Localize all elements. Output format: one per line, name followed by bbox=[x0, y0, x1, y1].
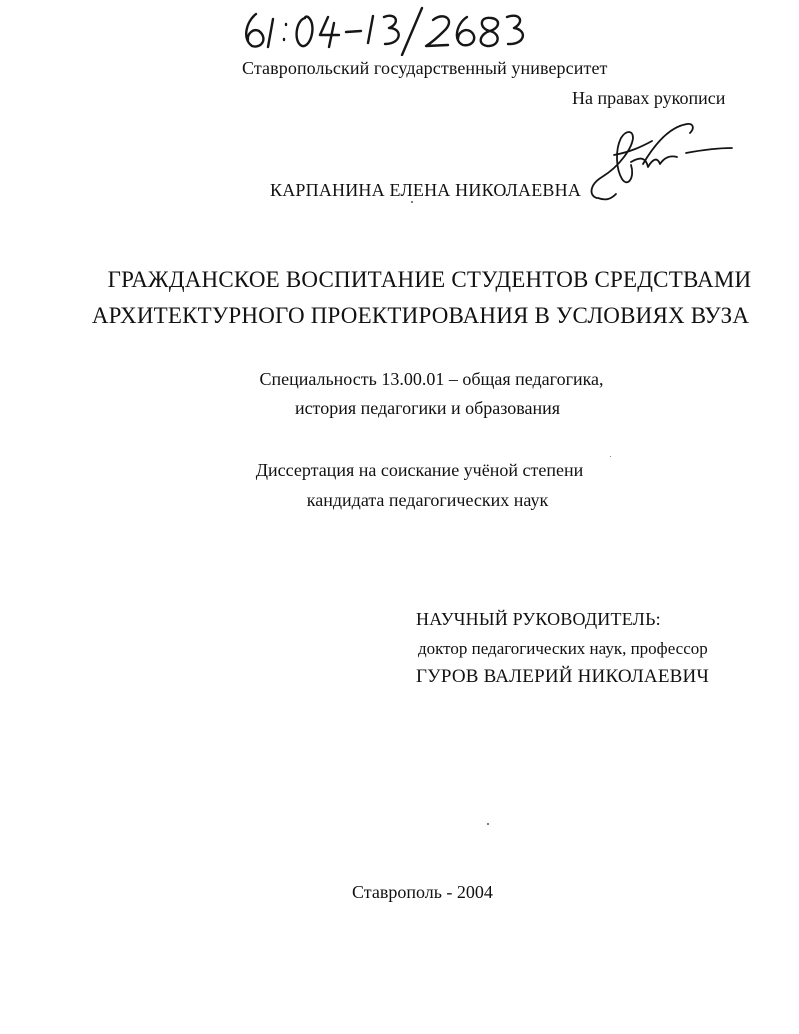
dissertation-title-line-1: ГРАЖДАНСКОЕ ВОСПИТАНИЕ СТУДЕНТОВ СРЕДСТВАМИ bbox=[107, 267, 752, 292]
scan-speck bbox=[411, 201, 413, 203]
scan-speck bbox=[610, 456, 611, 457]
handwritten-catalog-number bbox=[238, 4, 538, 56]
dissertation-title-line-2: АРХИТЕКТУРНОГО ПРОЕКТИРОВАНИЯ В УСЛОВИЯХ ВУЗА bbox=[91, 303, 750, 328]
supervisor-name: ГУРОВ ВАЛЕРИЙ НИКОЛАЕВИЧ bbox=[416, 666, 710, 687]
dissertation-degree-line-1: Диссертация на соискание учёной степени bbox=[255, 460, 584, 480]
scan-speck bbox=[487, 823, 489, 825]
supervisor-label: НАУЧНЫЙ РУКОВОДИТЕЛЬ: bbox=[416, 609, 661, 629]
author-signature bbox=[586, 118, 736, 210]
specialty-line-1: Специальность 13.00.01 – общая педагогика, bbox=[259, 369, 604, 389]
university-name: Ставропольский государственный университет bbox=[242, 58, 608, 78]
author-name: КАРПАНИНА ЕЛЕНА НИКОЛАЕВНА bbox=[270, 180, 582, 200]
supervisor-degree: доктор педагогических наук, профессор bbox=[418, 639, 708, 658]
manuscript-rights-note: На правах рукописи bbox=[572, 88, 726, 108]
specialty-line-2: история педагогики и образования bbox=[294, 398, 561, 418]
city-year: Ставрополь - 2004 bbox=[352, 882, 493, 902]
dissertation-degree-line-2: кандидата педагогических наук bbox=[306, 490, 549, 510]
